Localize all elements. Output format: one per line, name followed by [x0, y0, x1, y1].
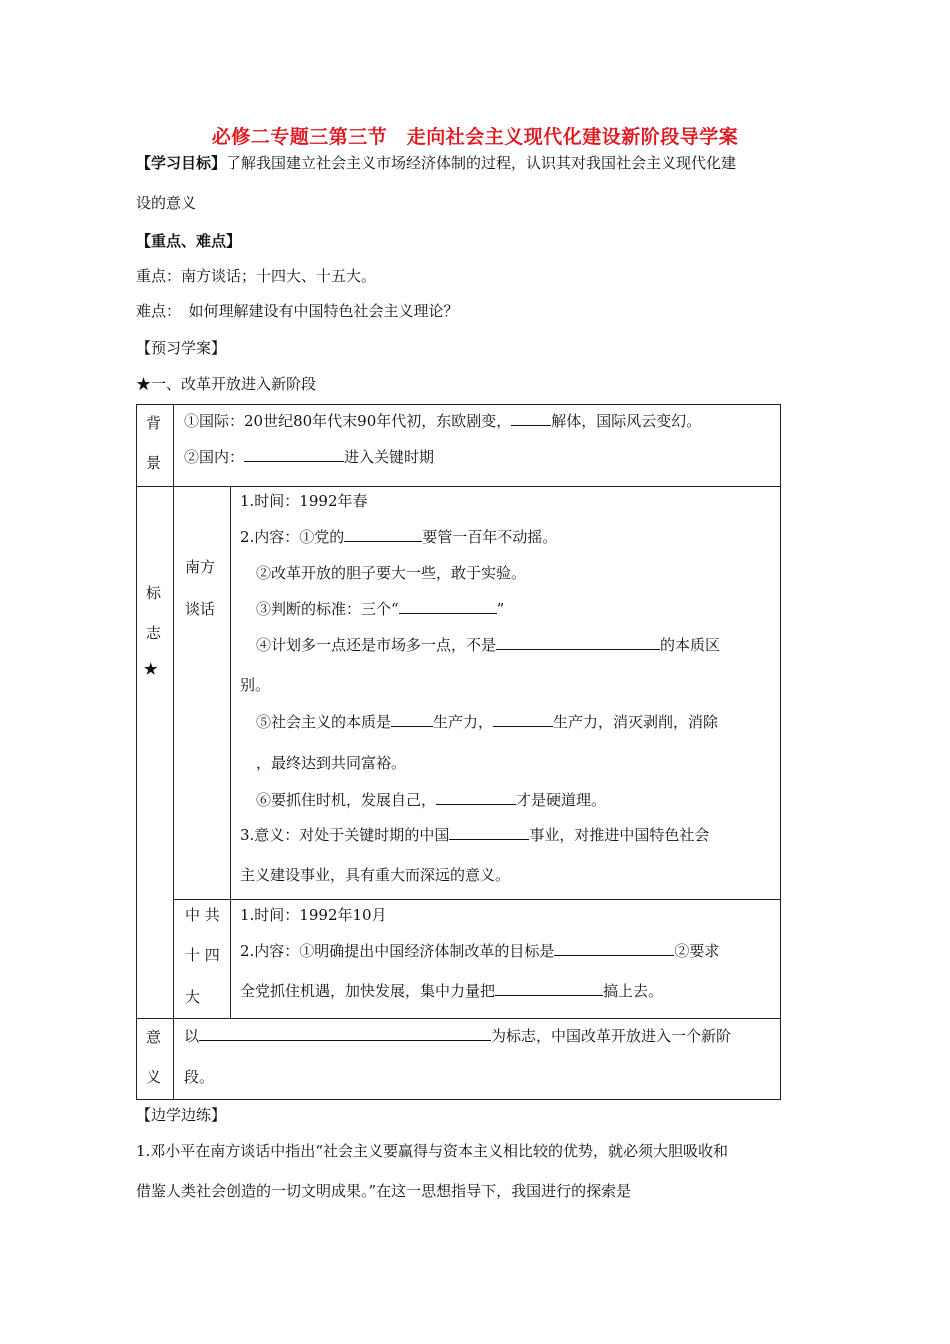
southern-talk-item4-cont: 别。: [240, 676, 271, 694]
southern-talk-label-cell: [173, 486, 231, 900]
blank-field: [449, 825, 529, 840]
preview-heading: 【预习学案】: [136, 339, 227, 357]
congress14-time: 1.时间：1992年10月: [240, 906, 387, 924]
congress14-label-a: 中 共: [185, 906, 220, 924]
congress14-content: 2.内容：①明确提出中国经济体制改革的目标是 ②要求: [240, 942, 720, 960]
difficulty-line: 难点： 如何理解建设有中国特色社会主义理论？: [136, 302, 459, 320]
southern-talk-item4: ④计划多一点还是市场多一点，不是 的本质区: [256, 636, 721, 654]
background-domestic: ②国内： 进入关键时期: [184, 448, 435, 466]
southern-talk-item5: ⑤社会主义的本质是 生产力， 生产力，消灭剥削，消除: [256, 713, 719, 731]
practice-heading: 【边学边练】: [136, 1106, 227, 1124]
blank-field: [511, 411, 551, 426]
southern-talk-content: 2.内容：①党的 要管一百年不动摇。: [240, 528, 558, 546]
blank-field: [399, 599, 497, 614]
blank-field: [344, 527, 422, 542]
significance-label-a: 意: [146, 1028, 162, 1046]
sign-label-cell: [136, 486, 174, 1019]
key-points-heading: 【重点、难点】: [136, 232, 242, 250]
objective-text-2: 设的意义: [136, 194, 197, 212]
southern-talk-time: 1.时间：1992年春: [240, 492, 368, 510]
blank-field: [199, 1026, 491, 1041]
southern-talk-label-b: 谈话: [185, 600, 216, 618]
section1-heading: ★一、改革开放进入新阶段: [136, 375, 317, 393]
page-title: 必修二专题三第三节 走向社会主义现代化建设新阶段导学案: [211, 126, 739, 148]
question1-line1: 1.邓小平在南方谈话中指出“社会主义要赢得与资本主义相比较的优势，就必须大胆吸收和: [136, 1142, 728, 1160]
sign-label-b: 志: [146, 624, 162, 642]
focus-line: 重点：南方谈话；十四大、十五大。: [136, 267, 377, 285]
blank-field: [244, 447, 344, 462]
southern-talk-meaning: 3.意义：对处于关键时期的中国 事业，对推进中国特色社会: [240, 826, 710, 844]
blank-field: [496, 635, 660, 650]
background-label-b: 景: [146, 454, 162, 472]
sign-star: ★: [144, 660, 158, 678]
blank-field: [436, 790, 516, 805]
southern-talk-item2: ②改革开放的胆子要大一些，敢于实验。: [256, 564, 527, 582]
significance-label-b: 义: [146, 1068, 162, 1086]
congress14-label-b: 十 四: [185, 946, 220, 964]
objective-text-1: 了解我国建立社会主义市场经济体制的过程，认识其对我国社会主义现代化建: [226, 154, 737, 172]
southern-talk-item3: ③判断的标准：三个“ ”: [256, 600, 505, 618]
congress14-content-cont: 全党抓住机遇，加快发展，集中力量把 搞上去。: [240, 982, 664, 1000]
significance-text: 以 为标志，中国改革开放进入一个新阶: [184, 1027, 732, 1045]
blank-field: [554, 941, 674, 956]
blank-field: [495, 981, 603, 996]
objective-line-1: [136, 152, 736, 173]
sign-label-a: 标: [146, 584, 162, 602]
background-label-a: 背: [146, 414, 162, 432]
blank-field: [493, 712, 553, 727]
background-international: ①国际：20世纪80年代末90年代初，东欧剧变， 解体，国际风云变幻。: [184, 412, 702, 430]
southern-talk-item5-cont: ，最终达到共同富裕。: [256, 754, 407, 772]
blank-field: [391, 712, 433, 727]
southern-talk-item6: ⑥要抓住时机，发展自己， 才是硬道理。: [256, 791, 607, 809]
question1-line2: 借鉴人类社会创造的一切文明成果。”在这一思想指导下，我国进行的探索是: [136, 1182, 632, 1200]
congress14-label-c: 大: [185, 988, 201, 1006]
significance-cont: 段。: [184, 1068, 215, 1086]
southern-talk-label-a: 南方: [185, 558, 216, 576]
southern-talk-meaning-cont: 主义建设事业，具有重大而深远的意义。: [240, 866, 511, 884]
objective-label: 【学习目标】: [136, 154, 227, 172]
